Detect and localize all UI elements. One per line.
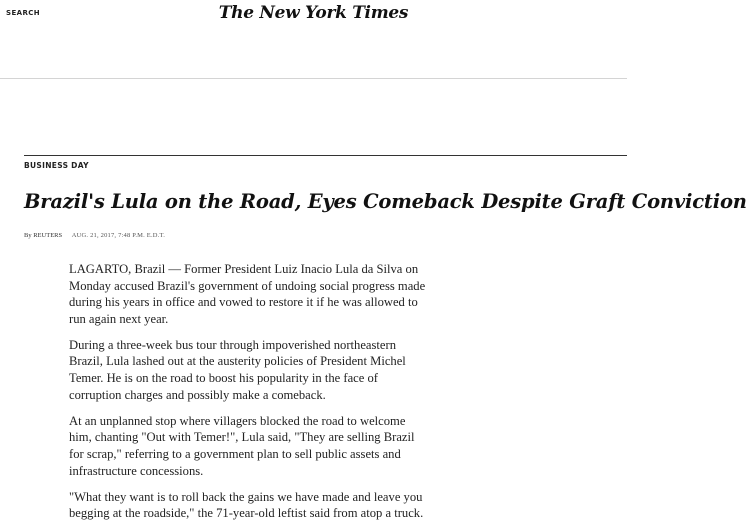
search-button[interactable]: SEARCH [6, 9, 41, 17]
top-bar [0, 0, 627, 30]
story-paragraph: "What they want is to roll back the gains we have made and leave you begging at the roadside," the 71-year-old leftist said from atop a truck. [69, 489, 424, 521]
article-timestamp: AUG. 21, 2017, 7:48 P.M. E.D.T. [71, 232, 166, 239]
section-rule [24, 155, 627, 156]
article-headline: Brazil's Lula on the Road, Eyes Comeback Despite Graft Conviction [24, 190, 747, 213]
story-paragraph: LAGARTO, Brazil — Former President Luiz Inacio Lula da Silva on Monday accused Brazil's government of undoing social progress made during his years in office and vowed to restore it if he was allowed to run again next year. [69, 262, 426, 326]
byline-prefix: By [24, 232, 32, 239]
masthead-logo[interactable]: The New York Times [218, 3, 409, 23]
story-paragraph: During a three-week bus tour through impoverished northeastern Brazil, Lula lashed out at the austerity policies of President Michel Temer. He is on the road to boost his popularity in the face of corruption charges and possibly make a comeback. [69, 337, 406, 402]
byline-author[interactable]: REUTERS [33, 232, 63, 239]
story-paragraph: At an unplanned stop where villagers blocked the road to welcome him, chanting "Out with Temer!", Lula said, "They are selling Brazil for scrap," referring to a government plan to sell public assets and infrastructure concessions. [69, 413, 415, 478]
story-body [69, 261, 429, 531]
section-label[interactable]: BUSINESS DAY [24, 161, 89, 170]
byline [24, 232, 165, 239]
ad-divider [0, 78, 627, 79]
